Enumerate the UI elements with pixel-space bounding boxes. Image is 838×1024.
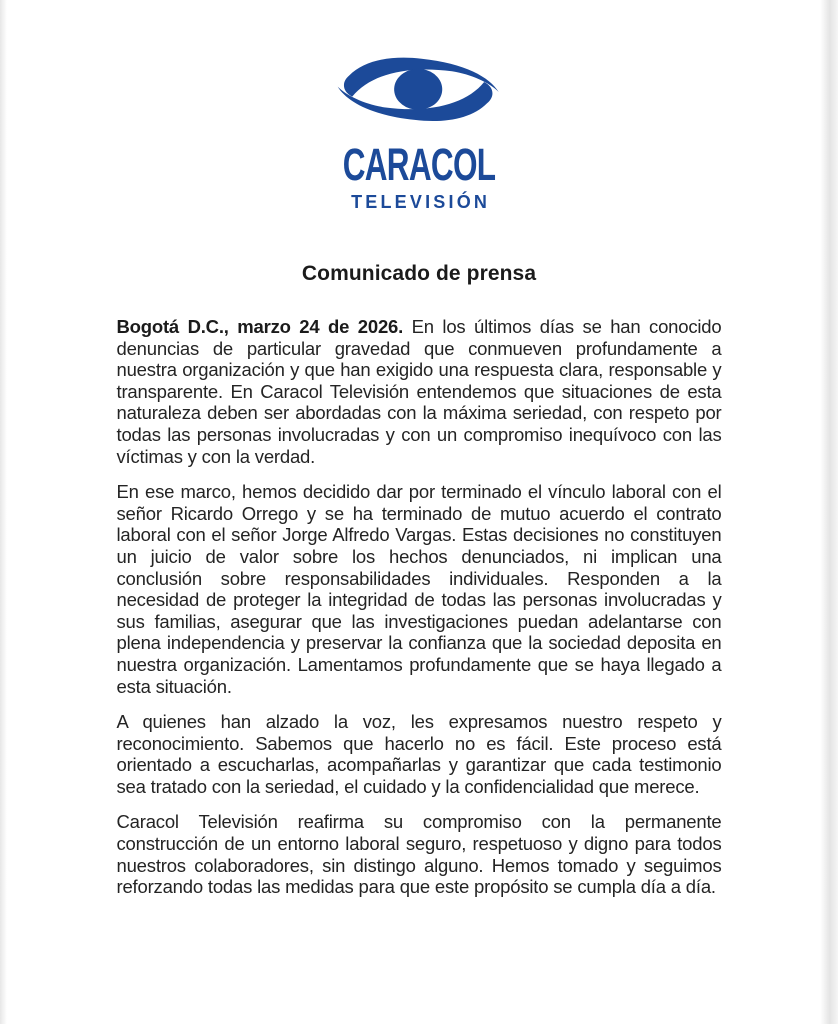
television-subwordmark: TELEVISIÓN bbox=[351, 192, 491, 212]
press-release-body bbox=[117, 316, 722, 898]
paragraph-1 bbox=[117, 316, 722, 467]
paragraph-2-text: En ese marco, hemos decidido dar por terminado el vínculo laboral con el señor Ricardo Orrego y se ha terminado de mutuo acuerdo el contrato laboral con el señor Jorge Alfredo Vargas. Estas decisiones no constituyen un juicio de valor sobre los hechos denunciados, ni implican una conclusión sobre responsabilidades individuales. Responden a la necesidad de proteger la integridad de todas las personas involucradas y sus familias, asegurar que las investigaciones puedan adelantarse con plena independencia y preservar la confianza que la sociedad deposita en nuestra organización. Lamentamos profundamente que se haya llegado a esta situación. bbox=[116, 481, 722, 697]
caracol-eye-icon bbox=[334, 47, 504, 133]
paragraph-1-dateline: Bogotá D.C., marzo 24 de 2026. bbox=[116, 316, 404, 337]
caracol-wordmark: CARACOL bbox=[342, 139, 496, 190]
paragraph-2 bbox=[117, 481, 722, 697]
paragraph-4 bbox=[117, 811, 722, 897]
paragraph-3-text: A quienes han alzado la voz, les expresamos nuestro respeto y reconocimiento. Sabemos que hacerlo no es fácil. Este proceso está orientado a escucharlas, acompañarlas y garantizar que cada testimonio sea tratado con la seriedad, el cuidado y la confidencialidad que merece. bbox=[116, 711, 722, 797]
paragraph-3 bbox=[117, 711, 722, 797]
paragraph-1-text: En los últimos días se han conocido denuncias de particular gravedad que conmueven profundamente a nuestra organización y que han exigido una respuesta clara, responsable y transparente. En Caracol Televisión entendemos que situaciones de esta naturaleza deben ser abordadas con la máxima seriedad, con respeto por todas las personas involucradas y con un compromiso inequívoco con las víctimas y con la verdad. bbox=[116, 316, 722, 467]
page-left-edge-shadow bbox=[0, 0, 7, 1024]
paragraph-4-text: Caracol Televisión reafirma su compromiso con la permanente construcción de un entorno laboral seguro, respetuoso y digno para todos nuestros colaboradores, sin distingo alguno. Hemos tomado y seguimos reforzando todas las medidas para que este propósito se cumpla día a día. bbox=[116, 811, 722, 898]
caracol-logo bbox=[0, 0, 838, 211]
page-right-edge-shadow bbox=[820, 0, 838, 1024]
press-release-title: Comunicado de prensa bbox=[301, 262, 537, 285]
